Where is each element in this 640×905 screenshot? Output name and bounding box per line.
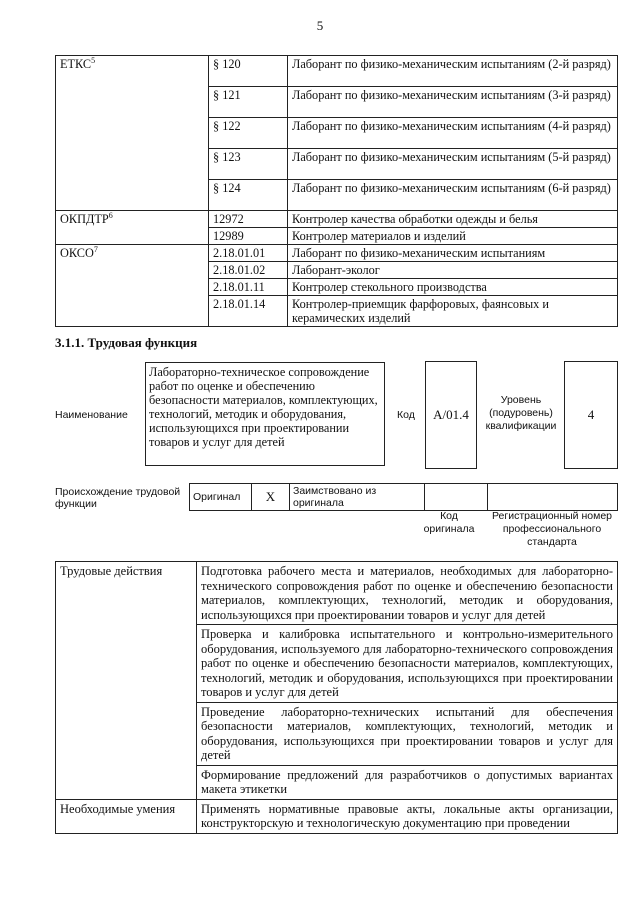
skills-label: Необходимые умения (56, 799, 197, 833)
classifier-code: 2.18.01.02 (209, 262, 288, 279)
action-item: Подготовка рабочего места и материалов, необходимых для лабораторно-технического сопровождения работ по оценке и обеспечению безопасности материалов, комплектующих, технологий, методик и оборудования, использующихся при проектировании товаров и услуг для детей (197, 562, 618, 625)
classifier-name: Лаборант по физико-механическим испытаниям (2-й разряд) (288, 56, 618, 87)
table-row (56, 562, 618, 625)
qualification-level-label: Уровень (подуровень) квалификации (485, 394, 557, 432)
classifier-name: Лаборант по физико-механическим испытаниям (288, 245, 618, 262)
classifier-code: 2.18.01.01 (209, 245, 288, 262)
function-code: A/01.4 (425, 361, 477, 469)
origin-borrowed-label: Заимствовано из оригинала (290, 484, 425, 511)
function-code-label: Код (397, 409, 415, 421)
page-number: 5 (316, 18, 324, 33)
actions-label: Трудовые действия (56, 562, 197, 800)
origin-original-label: Оригинал (190, 484, 252, 511)
actions-table (55, 561, 618, 834)
classifier-code: 2.18.01.11 (209, 279, 288, 296)
classifier-source: ОКПДТР (60, 212, 109, 226)
classifier-name: Контролер-приемщик фарфоровых, фаянсовых и керамических изделий (288, 296, 618, 327)
classifier-source-cell (56, 211, 209, 245)
table-row (190, 484, 618, 511)
skill-item: Применять нормативные правовые акты, локальные акты организации, конструкторскую и технологическую документацию при проведении (197, 799, 618, 833)
origin-original-mark: X (252, 484, 290, 511)
classifier-code: 12989 (209, 228, 288, 245)
origin-reg-cell (488, 484, 618, 511)
classifier-name: Лаборант по физико-механическим испытаниям (5-й разряд) (288, 149, 618, 180)
table-row (56, 245, 618, 262)
origin-reg-caption: Регистрационный номер профессионального стандарта (492, 510, 612, 548)
origin-code-cell (425, 484, 488, 511)
table-row (56, 211, 618, 228)
action-item: Проверка и калибровка испытательного и контрольно-измерительного оборудования, используемого для лабораторно-технического сопровождения работ по оценке и обеспечению безопасности материалов, комплектующих, технологий, методик и оборудования, использующихся при проектировании товаров и услуг для детей (197, 625, 618, 703)
classifier-code: 12972 (209, 211, 288, 228)
classifier-table (55, 55, 618, 327)
footnote-ref: 6 (108, 211, 113, 220)
footnote-ref: 5 (91, 56, 96, 65)
classifier-name: Контролер материалов и изделий (288, 228, 618, 245)
function-name: Лабораторно-техническое сопровождение работ по оценке и обеспечению безопасности материалов, комплектующих, технологий, методик и оборудования, использующихся при проектировании товаров и услуг для детей (145, 362, 385, 466)
classifier-name: Контролер качества обработки одежды и белья (288, 211, 618, 228)
classifier-source-cell (56, 245, 209, 327)
classifier-name: Лаборант по физико-механическим испытаниям (3-й разряд) (288, 87, 618, 118)
classifier-code: § 123 (209, 149, 288, 180)
table-row (56, 56, 618, 87)
classifier-name: Лаборант по физико-механическим испытаниям (6-й разряд) (288, 180, 618, 211)
origin-code-caption: Код оригинала (423, 510, 475, 535)
classifier-code: § 121 (209, 87, 288, 118)
classifier-name: Лаборант-эколог (288, 262, 618, 279)
classifier-source-cell (56, 56, 209, 211)
classifier-source: ЕТКС (60, 57, 92, 71)
origin-table (189, 483, 618, 511)
classifier-name: Контролер стекольного производства (288, 279, 618, 296)
footnote-ref: 7 (93, 245, 98, 254)
classifier-code: § 120 (209, 56, 288, 87)
table-row (56, 799, 618, 833)
action-item: Формирование предложений для разработчиков о допустимых вариантах макета этикетки (197, 765, 618, 799)
classifier-source: ОКСО (60, 246, 94, 260)
action-item: Проведение лабораторно-технических испытаний для обеспечения безопасности материалов, комплектующих, технологий, методик и оборудования, использующихся при проектировании товаров и услуг для детей (197, 702, 618, 765)
origin-label: Происхождение трудовой функции (55, 486, 181, 510)
function-name-label: Наименование (55, 409, 128, 421)
classifier-code: 2.18.01.14 (209, 296, 288, 327)
qualification-level: 4 (564, 361, 618, 469)
classifier-code: § 124 (209, 180, 288, 211)
classifier-name: Лаборант по физико-механическим испытаниям (4-й разряд) (288, 118, 618, 149)
section-title: 3.1.1. Трудовая функция (55, 335, 198, 350)
classifier-code: § 122 (209, 118, 288, 149)
